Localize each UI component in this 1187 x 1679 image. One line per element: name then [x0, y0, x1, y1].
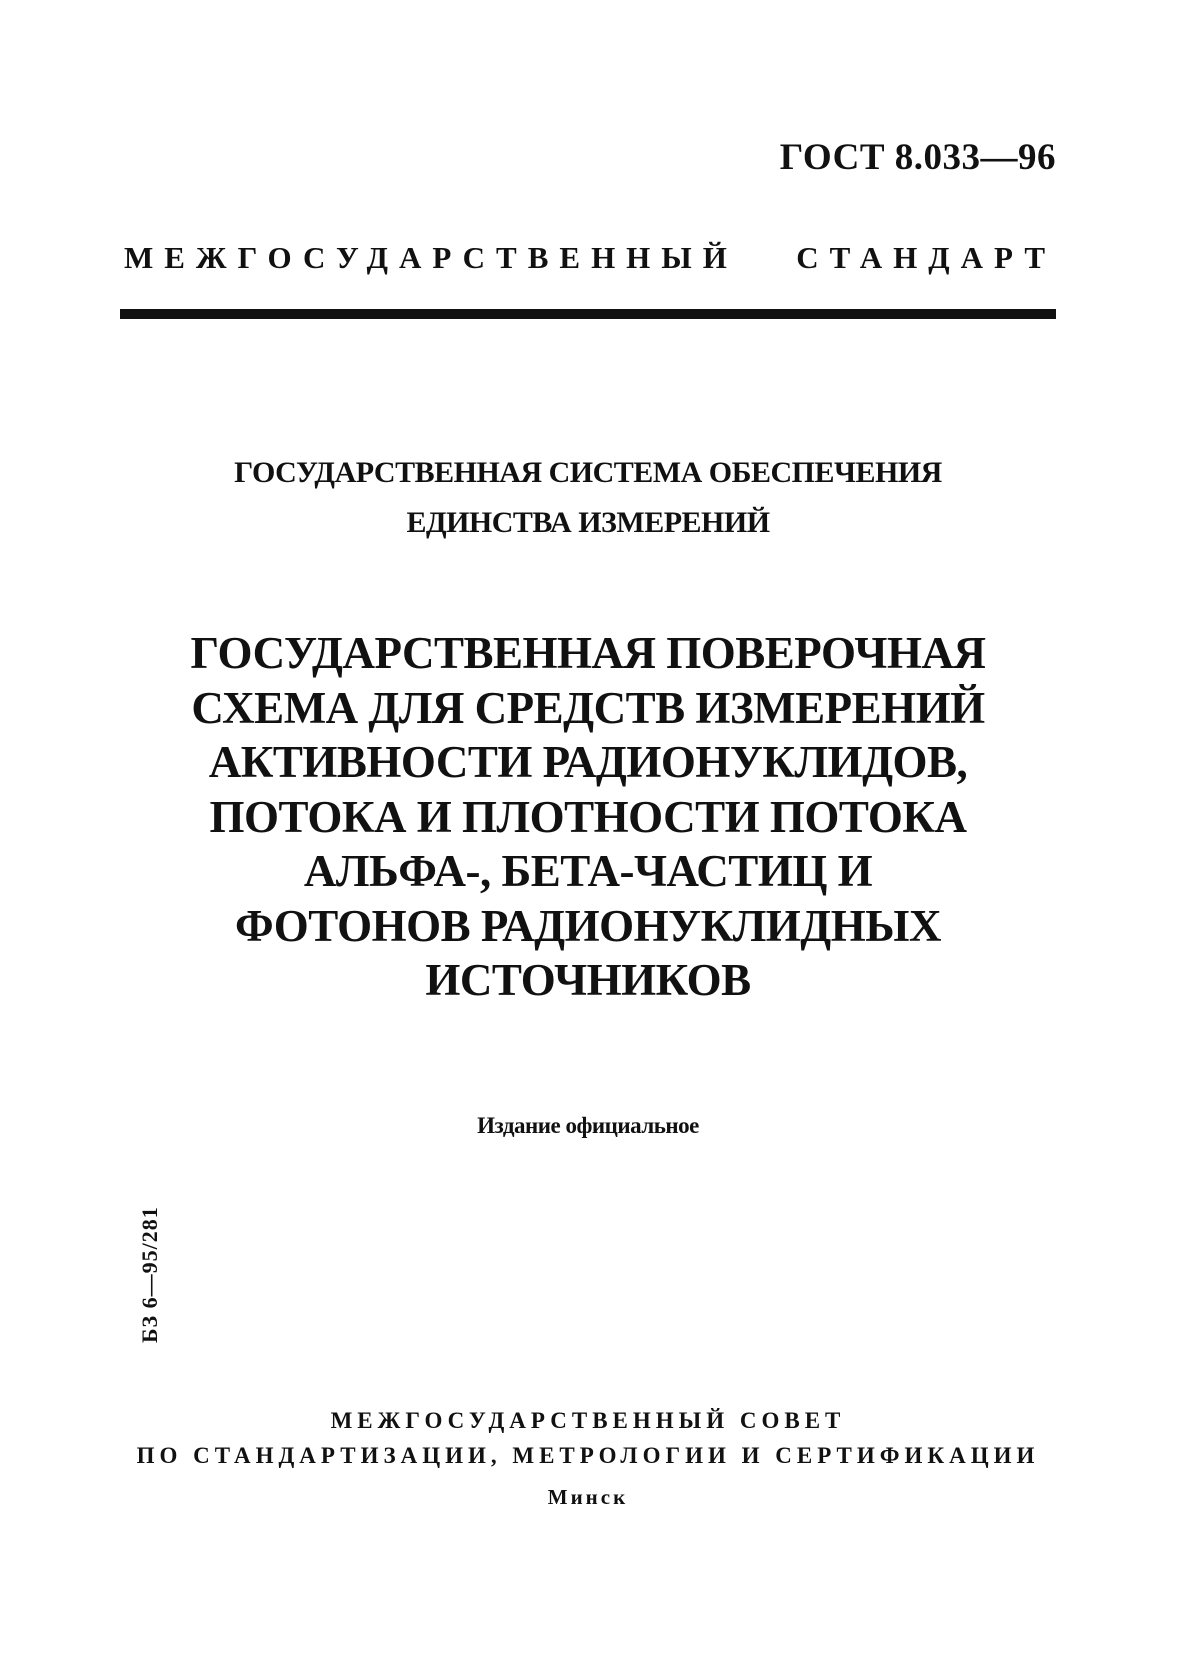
standard-type-word-2: СТАНДАРТ — [796, 240, 1056, 275]
main-title-line: АКТИВНОСТИ РАДИОНУКЛИДОВ, — [208, 737, 968, 787]
standard-type-heading — [124, 240, 1056, 276]
main-title — [120, 626, 1056, 1008]
main-title-line: ИСТОЧНИКОВ — [425, 955, 751, 1005]
main-title-line: АЛЬФА-, БЕТА-ЧАСТИЦ И — [303, 846, 873, 896]
header-divider — [120, 309, 1056, 319]
document-code: ГОСТ 8.033—96 — [779, 137, 1056, 178]
main-title-line: ПОТОКА И ПЛОТНОСТИ ПОТОКА — [209, 791, 967, 842]
main-title-line: ГОСУДАРСТВЕННАЯ ПОВЕРОЧНАЯ — [190, 628, 986, 678]
catalog-code: БЗ 6—95/281 — [137, 1206, 162, 1343]
main-title-line: СХЕМА ДЛЯ СРЕДСТВ ИЗМЕРЕНИЙ — [191, 682, 985, 733]
series-title-line: ЕДИНСТВА ИЗМЕРЕНИЙ — [406, 506, 770, 539]
standard-type-word-1: МЕЖГОСУДАРСТВЕННЫЙ — [124, 240, 738, 275]
publication-city: Минск — [547, 1485, 629, 1509]
series-title — [120, 448, 1056, 548]
series-title-line: ГОСУДАРСТВЕННАЯ СИСТЕМА ОБЕСПЕЧЕНИЯ — [234, 456, 942, 489]
publisher-line: МЕЖГОСУДАРСТВЕННЫЙ СОВЕТ — [330, 1408, 846, 1433]
publisher-line: ПО СТАНДАРТИЗАЦИИ, МЕТРОЛОГИИ И СЕРТИФИКАЦИИ — [136, 1443, 1040, 1468]
main-title-line: ФОТОНОВ РАДИОНУКЛИДНЫХ — [235, 900, 941, 951]
publisher-name — [120, 1403, 1056, 1473]
edition-label: Издание официальное — [477, 1113, 699, 1138]
